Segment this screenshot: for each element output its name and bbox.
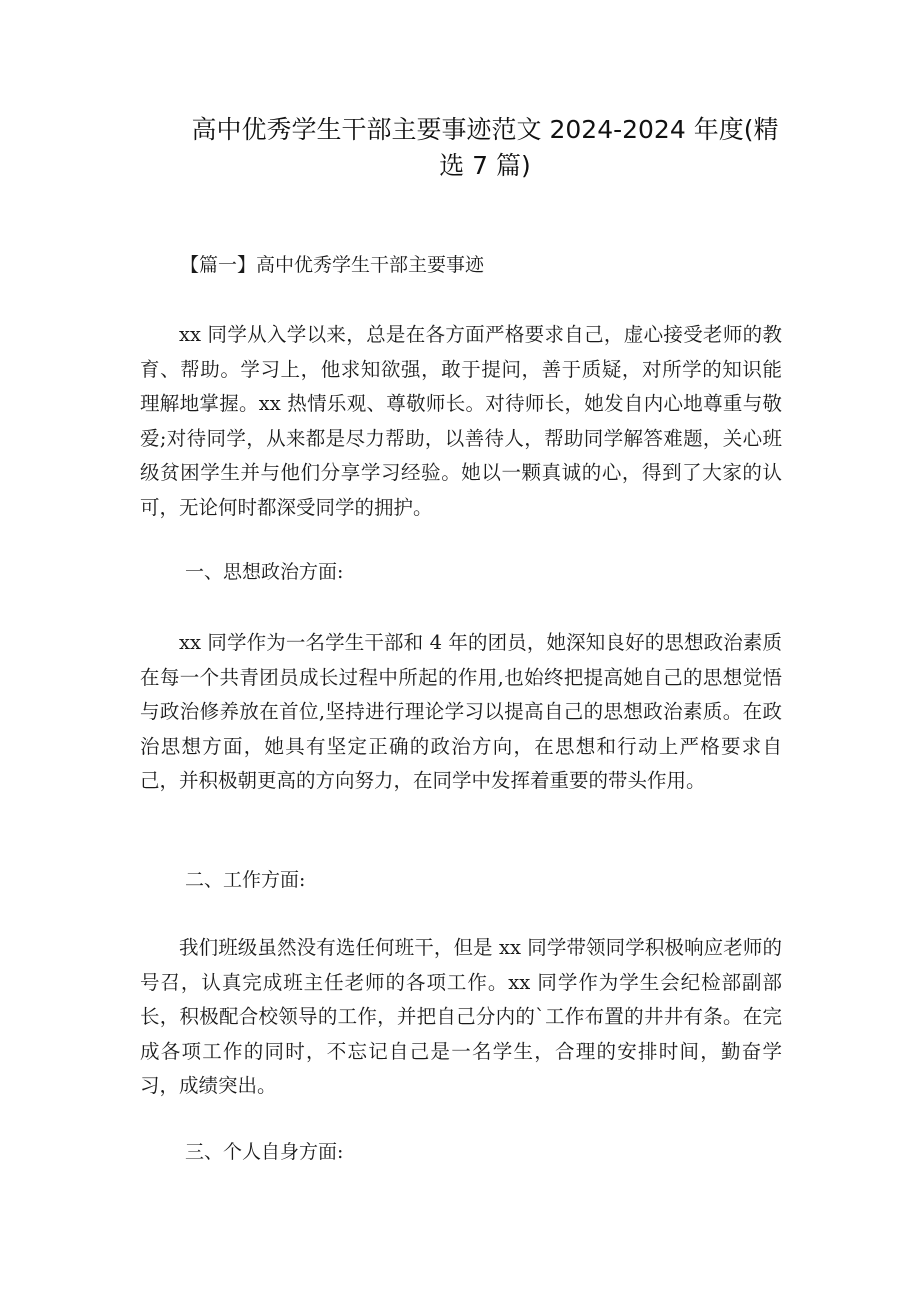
section-heading-work: 二、工作方面:: [185, 869, 306, 891]
document-title: 高中优秀学生干部主要事迹范文 2024-2024 年度(精选 7 篇): [191, 115, 779, 180]
intro-paragraph: xx 同学从入学以来，总是在各方面严格要求自己，虚心接受老师的教育、帮助。学习上，他求知欲强，敢于提问，善于质疑，对所学的知识能理解地掌握。xx 热情乐观、尊敬师长。对待师长，她发自内心地尊重与敬爱;对待同学，从来都是尽力帮助，以善待人，帮助同学解答难题，关心班级贫困学生并与他们分享学习经验。她以一颗真诚的心，得到了大家的认可，无论何时都深受同学的拥护。: [140, 323, 782, 519]
chapter-heading: 【篇一】高中优秀学生干部主要事迹: [180, 254, 485, 276]
section-paragraph-work: 我们班级虽然没有选任何班干，但是 xx 同学带领同学积极响应老师的号召，认真完成班主任老师的各项工作。xx 同学作为学生会纪检部副部长，积极配合校领导的工作，并把自己分内的`工作布置的井井有条。在完成各项工作的同时，不忘记自己是一名学生，合理的安排时间，勤奋学习，成绩突出。: [140, 936, 782, 1097]
section-paragraph-political: xx 同学作为一名学生干部和 4 年的团员，她深知良好的思想政治素质在每一个共青团员成长过程中所起的作用,也始终把提高她自己的思想觉悟与政治修养放在首位,坚持进行理论学习以提高自己的思想政治素质。在政治思想方面，她具有坚定正确的政治方向，在思想和行动上严格要求自己，并积极朝更高的方向努力，在同学中发挥着重要的带头作用。: [140, 631, 782, 792]
section-heading-personal: 三、个人自身方面:: [185, 1141, 344, 1163]
section-heading-political: 一、思想政治方面:: [185, 561, 344, 583]
